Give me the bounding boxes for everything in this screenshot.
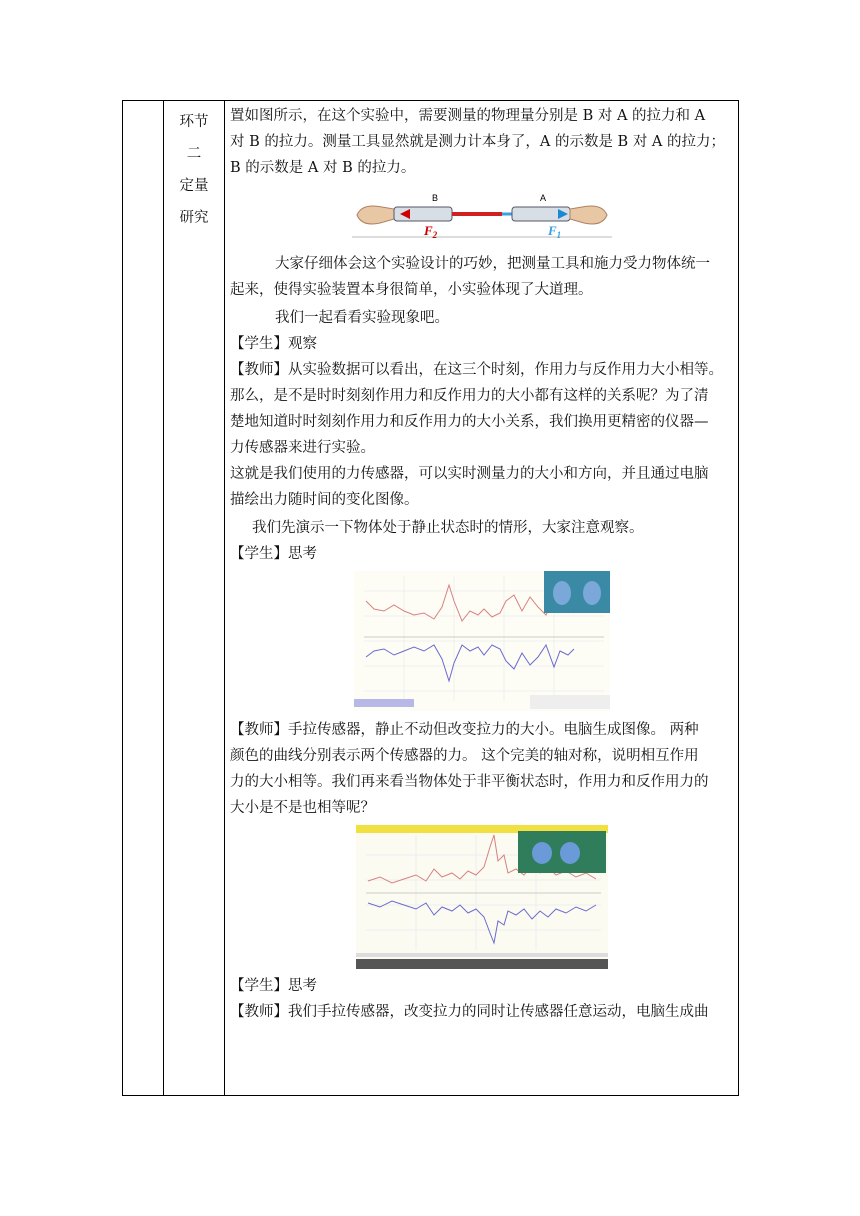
paragraph-line: 起来，使得实验装置本身很简单，小实验体现了大道理。: [230, 282, 593, 298]
sensor-graph-moving-image: [356, 825, 608, 969]
paragraph-line: 对 B 的拉力。测量工具显然就是测力计本身了，A 的示数是 B 对 A 的拉力；: [230, 134, 726, 150]
sensor-graph-static: [354, 571, 610, 711]
f1-label: $F_1$: [548, 223, 562, 240]
hand-sensor-left: [553, 581, 571, 605]
paragraph-line: 【学生】观察: [230, 336, 317, 352]
paragraph-line: 大小是不是也相等呢？: [230, 800, 375, 816]
right-hand: [570, 206, 607, 224]
left-hand: [357, 206, 394, 224]
paragraph-line: 描绘出力随时间的变化图像。: [230, 492, 419, 508]
spring-scale-diagram: [352, 185, 612, 241]
scrollbar: [356, 953, 608, 957]
paragraph-line: 【学生】思考: [230, 546, 317, 562]
section-label-line: 环节: [179, 114, 209, 130]
hand-sensor-right: [583, 581, 601, 605]
section-label-line: 二: [186, 146, 202, 162]
player-bar: [356, 959, 608, 969]
spring-scale-figure: [352, 185, 612, 241]
label-a: A: [540, 193, 547, 203]
section-label-line: 定量: [179, 178, 209, 194]
label-b: B: [432, 193, 439, 203]
hand-sensor-left: [532, 842, 552, 864]
paragraph-line: 我们一起看看实验现象吧。: [275, 310, 449, 326]
sensor-graph-moving: [356, 825, 608, 969]
paragraph-line: 那么，是不是时时刻刻作用力和反作用力的大小都有这样的关系呢？为了清: [230, 388, 709, 404]
paragraph-line: 【学生】思考: [230, 978, 317, 994]
f2-label: $F_2$: [424, 223, 438, 240]
status-box: [530, 695, 610, 709]
section-label-line: 研究: [179, 210, 209, 226]
section-label: [165, 109, 223, 231]
paragraph-line: 【教师】从实验数据可以看出，在这三个时刻，作用力与反作用力大小相等。: [230, 362, 723, 378]
paragraph-line: 置如图所示，在这个实验中，需要测量的物理量分别是 B 对 A 的拉力和 A: [230, 108, 706, 124]
column-divider-1: [163, 101, 164, 1095]
paragraph-line: 大家仔细体会这个实验设计的巧妙，把测量工具和施力受力物体统一: [275, 256, 710, 272]
paragraph-line: 我们先演示一下物体处于静止状态时的情形，大家注意观察。: [252, 520, 644, 536]
paragraph-line: B 的示数是 A 对 B 的拉力。: [230, 160, 416, 176]
paragraph-line: 这就是我们使用的力传感器，可以实时测量力的大小和方向，并且通过电脑: [230, 466, 709, 482]
toolbar-strip: [354, 699, 414, 707]
sensor-graph-static-image: [354, 571, 610, 711]
hand-sensor-right: [560, 842, 580, 864]
paragraph-line: 【教师】我们手拉传感器，改变拉力的同时让传感器任意运动，电脑生成曲: [230, 1004, 709, 1020]
lesson-content: [230, 103, 734, 1025]
paragraph-line: 颜色的曲线分别表示两个传感器的力。 这个完美的轴对称，说明相互作用: [230, 748, 699, 764]
paragraph-line: 力的大小相等。我们再来看当物体处于非平衡状态时，作用力和反作用力的: [230, 774, 709, 790]
column-divider-2: [224, 101, 225, 1095]
paragraph-line: 力传感器来进行实验。: [230, 440, 375, 456]
paragraph-line: 【教师】手拉传感器，静止不动但改变拉力的大小。电脑生成图像。 两种: [230, 722, 699, 738]
paragraph-line: 楚地知道时时刻刻作用力和反作用力的大小关系，我们换用更精密的仪器—: [230, 414, 709, 430]
